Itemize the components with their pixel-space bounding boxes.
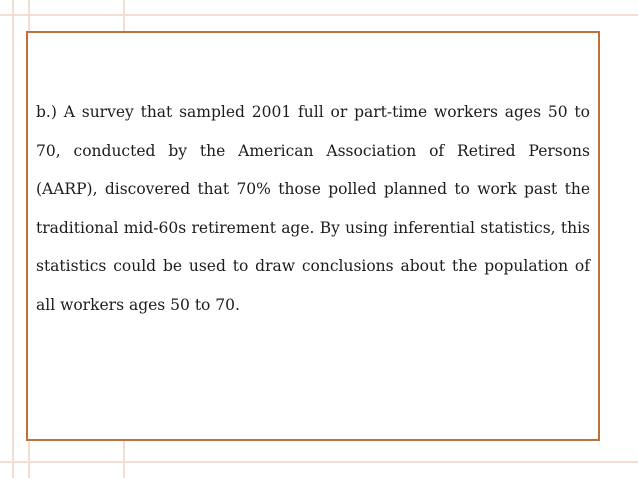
decor-vertical-line: [12, 0, 14, 478]
content-box: [26, 31, 600, 441]
decor-horizontal-line: [0, 461, 638, 463]
body-paragraph: b.) A survey that sampled 2001 full or part-time workers ages 50 to 70, conducted by the American Association of Retired Persons (AARP), discovered that 70% those polled planned to work past the traditional mid-60s retirement age. By using inferential statistics, this statistics could be used to draw conclusions about the population of all workers ages 50 to 70.: [36, 103, 590, 314]
decor-horizontal-line: [0, 14, 638, 16]
